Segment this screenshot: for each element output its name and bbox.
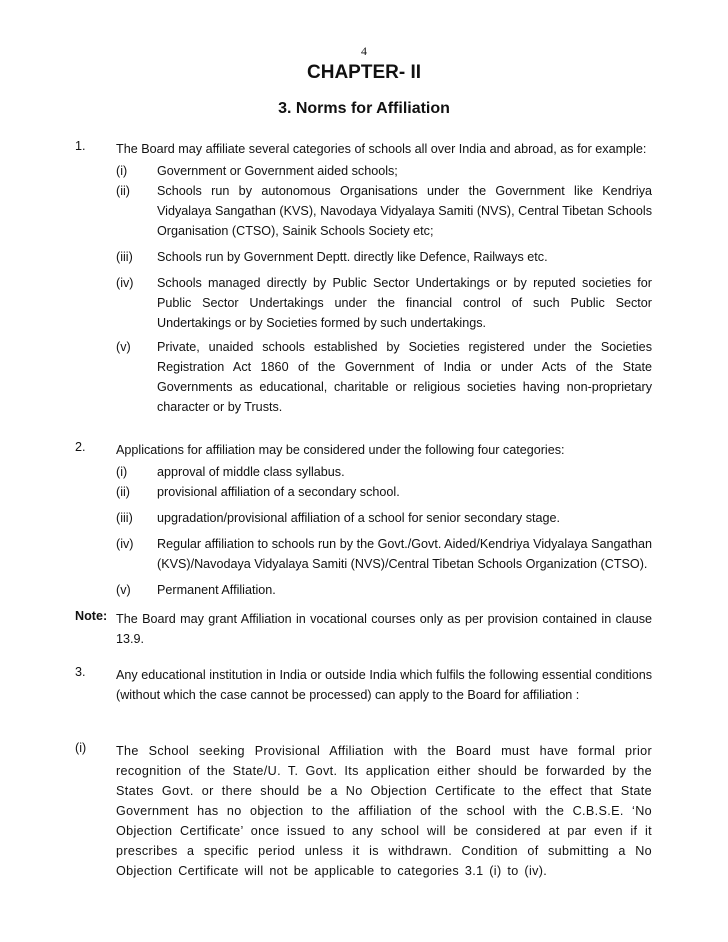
page-number: 4 — [361, 44, 367, 58]
note-label: Note: — [75, 609, 108, 623]
clause-number: (i) — [75, 741, 87, 755]
clause-text: The School seeking Provisional Affiliation with the Board must have formal prior recognition of the State/U. T. Govt. Its application either should be forwarded by the States Govt. or there should be a No Objection Certificate to the effect that State Government has no objection to the affiliation of the school with the C.B.S.E. ‘No Objection Certificate’ once issued to any school will be considered at par even if it prescribes a specific period unless it is withdrawn. Condition of submitting a No Objection Certificate will not be applicable to categories 3.1 (i) to (iv). — [116, 744, 652, 878]
sub-item-text: Schools run by Government Deptt. directly like Defence, Railways etc. — [157, 250, 548, 264]
sub-item — [116, 482, 652, 502]
sub-item — [116, 161, 652, 181]
sub-item-number: (ii) — [116, 485, 130, 499]
clause-1 — [75, 139, 652, 417]
clause-text: Any educational institution in India or outside India which fulfils the following essential conditions (without which the case cannot be processed) can apply to the Board for affiliation : — [116, 668, 652, 702]
sub-item — [116, 462, 652, 482]
clause-3 — [75, 665, 652, 705]
sub-item — [116, 508, 652, 528]
sub-item — [116, 337, 652, 417]
sub-item-text: approval of middle class syllabus. — [157, 465, 345, 479]
clause-text: Applications for affiliation may be considered under the following four categories: — [116, 443, 565, 457]
sub-item-text: provisional affiliation of a secondary school. — [157, 485, 400, 499]
sub-item — [116, 580, 652, 600]
sub-item-number: (ii) — [116, 184, 130, 198]
sub-item-text: Private, unaided schools established by Societies registered under the Societies Registration Act 1860 of the Government of India or under Acts of the State Governments as educational, charitable or religious societies having non-proprietary character or by Trusts. — [157, 340, 652, 414]
note — [75, 609, 652, 649]
clause-number: 2. — [75, 440, 86, 454]
sub-item-number: (iv) — [116, 276, 134, 290]
sub-item-number: (iii) — [116, 250, 133, 264]
clause-number: 1. — [75, 139, 86, 153]
note-text: The Board may grant Affiliation in vocational courses only as per provision contained in clause 13.9. — [116, 612, 652, 646]
clause-3-i — [75, 741, 652, 881]
sub-item-number: (i) — [116, 164, 128, 178]
sub-item — [116, 247, 652, 267]
sub-item-text: Schools managed directly by Public Sector Undertakings or by reputed societies for Public Sector Undertakings under the financial control of such Public Sector Undertakings or by Societies formed by such undertakings. — [157, 276, 652, 330]
clause-2 — [75, 440, 652, 600]
sub-item-number: (iv) — [116, 537, 134, 551]
sub-item — [116, 273, 652, 333]
clause-number: 3. — [75, 665, 86, 679]
sub-item-number: (v) — [116, 583, 131, 597]
chapter-title: CHAPTER- II — [307, 62, 421, 83]
clause-text: The Board may affiliate several categories of schools all over India and abroad, as for example: — [116, 142, 647, 156]
sub-item-number: (v) — [116, 340, 131, 354]
sub-item-text: Government or Government aided schools; — [157, 164, 398, 178]
section-title: 3. Norms for Affiliation — [278, 100, 450, 117]
sub-item-text: upgradation/provisional affiliation of a school for senior secondary stage. — [157, 511, 561, 525]
sub-item-number: (i) — [116, 465, 128, 479]
sub-item — [116, 534, 652, 574]
sub-item-number: (iii) — [116, 511, 133, 525]
sub-item-text: Schools run by autonomous Organisations under the Government like Kendriya Vidyalaya Sangathan (KVS), Navodaya Vidyalaya Samiti (NVS), Central Tibetan Schools Organisation (CTSO), Sainik Schools Society etc; — [157, 184, 652, 238]
sub-item — [116, 181, 652, 241]
sub-item-text: Regular affiliation to schools run by the Govt./Govt. Aided/Kendriya Vidyalaya Sangathan (KVS)/Navodaya Vidyalaya Samiti (NVS)/Central Tibetan Schools Organization (CTSO). — [157, 537, 652, 571]
sub-item-text: Permanent Affiliation. — [157, 583, 276, 597]
